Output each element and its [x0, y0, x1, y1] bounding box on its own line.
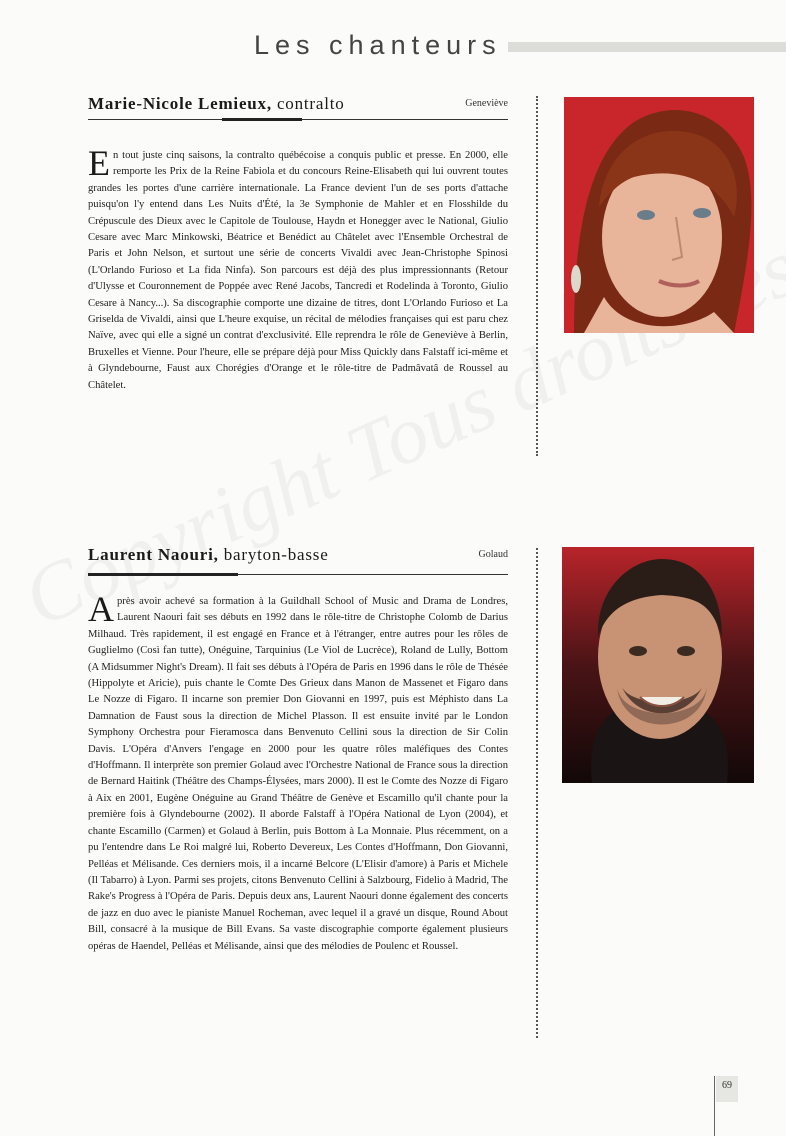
bio-text: près avoir achevé sa formation à la Guildhall School of Music and Drama de Londres, Laurent Naouri fait ses débuts en 1992 dans le rôle-titre de Christophe Colomb de Darius Milhaud. Très rapidement, il est engagé en France et à l'étranger, entre autres pour les rôles de Guglielmo (Così fan tutte), Onéguine, Tarquinius (Le Viol de Lucrèce), Roland de Lully, Bottom (A Midsummer Night's Dream). Il fait ses débuts à l'Opéra de Paris en 1996 dans le rôle de Thésée (Hippolyte et Aricie), puis chante le Comte Des Grieux dans Manon de Massenet et Figaro dans Le Nozze di Figaro. Il incarne son premier Don Giovanni en 1997, puis est Méphisto dans La Damnation de Faust sous la direction de Michel Plasson. Il est ensuite invité par le London Symphony Orchestra pour Fieramosca dans Benvenuto Cellini sous la direction de Sir Colin Davis. L'Opéra d'Anvers l'engage en 2000 pour les quatre rôles maléfiques des Contes d'Hoffmann. Il interprète son premier Golaud avec l'Orchestre National de France sous la direction de Bernard Haitink (Théâtre des Champs-Élysées, mars 2000). Il est le Comte des Nozze di Figaro à Aix en 2001, Eugène Onéguine au Grand Théâtre de Genève et Escamillo qu'il chante pour la première fois à Glyndebourne (2002). Il aborde Falstaff à l'Opéra National de Lyon (2004), et chante Escamillo (Carmen) et Golaud à Berlin, puis Bottom à La Monnaie. Plus récemment, on a pu l'entendre dans Le Roi malgré lui, Roberto Devereux, Les Contes d'Hoffmann, Don Giovanni, Pelléas et Mélisande. Ces derniers mois, il a incarné Belcore (L'Elisir d'amore) à Paris et Michele (Il Tabarro) à Lyon. Parmi ses projets, citons Benvenuto Cellini à Salzbourg, Fidelio à Madrid, The Rake's Progress à l'Opéra de Paris. Depuis deux ans, Laurent Naouri donne également des concerts de jazz en duo avec le pianiste Manuel Rocheman, avec lequel il a gravé un disque, Round About Bill, consacré à la musique de Bill Evans. Sa vaste discographie comporte également plusieurs opéras de Haendel, Pelléas et Mélisande, ainsi que des mélodies de Poulenc et Roussel.	[88, 596, 508, 952]
singer-voice: contralto	[271, 94, 345, 113]
singer-name: Laurent Naouri,	[88, 545, 219, 564]
dotted-divider	[536, 96, 538, 456]
page-number: 69	[716, 1076, 738, 1102]
section-title-bar	[508, 42, 786, 52]
singer-heading-naouri	[88, 545, 508, 567]
drop-cap: E	[88, 143, 110, 183]
singer-photo-lemieux	[564, 97, 754, 333]
bio-text: n tout juste cinq saisons, la contralto québécoise a conquis public et presse. En 2000, elle remporte les Prix de la Reine Fabiola et du concours Reine-Elisabeth qui lui ouvrent toutes grandes les portes d'une carrière internationale. La France devient l'un de ses ports d'attache puisqu'on l'y entend dans Les Nuits d'Été, la 3e Symphonie de Mahler et en Flosshilde du Crépuscule des Dieux avec le Capitole de Toulouse, Haydn et Honegger avec le National, Giulio Cesare avec Marc Minkowski, Béatrice et Benédict au Châtelet avec l'Ensemble Orchestral de Paris et John Nelson, et surtout une série de concerts Vivaldi avec Jean-Christophe Spinosi (L'Orlando Furioso et La fida Ninfa). Son parcours est déjà des plus impressionnants (Retour d'Ulysse et Couronnement de Poppée avec René Jacobs, Tancredi et Rodelinda à Toronto, Giulio Cesare à Nancy...). Sa discographie comporte une dizaine de titres, dont L'Orlando Furioso et La Griselda de Vivaldi, ainsi que L'heure exquise, un récital de mélodies françaises qui est paru chez Naïve, avec qui elle a signé un contrat d'exclusivité. Elle reprendra le rôle de Geneviève à Berlin, Bruxelles et Vienne. Pour l'heure, elle se prépare déjà pour Miss Quickly dans Falstaff ici-même et à Glyndebourne, Faust aux Chorégies d'Orange et le rôle-titre de Padmâvatâ de Roussel au Châtelet.	[88, 150, 508, 391]
singer-bio	[88, 143, 508, 394]
singer-bio	[88, 589, 508, 955]
singer-role: Geneviève	[465, 98, 508, 109]
heading-rule-accent	[222, 118, 302, 121]
singer-role: Golaud	[478, 549, 508, 560]
singer-name: Marie-Nicole Lemieux,	[88, 94, 272, 113]
heading-rule-accent	[88, 573, 238, 576]
section-title: Les chanteurs	[254, 30, 502, 60]
singer-heading-lemieux	[88, 94, 508, 116]
dotted-divider	[536, 548, 538, 1038]
page-number-rule	[714, 1076, 715, 1136]
singer-photo-naouri	[562, 547, 754, 783]
drop-cap: A	[88, 589, 114, 629]
singer-voice: baryton-basse	[218, 545, 329, 564]
